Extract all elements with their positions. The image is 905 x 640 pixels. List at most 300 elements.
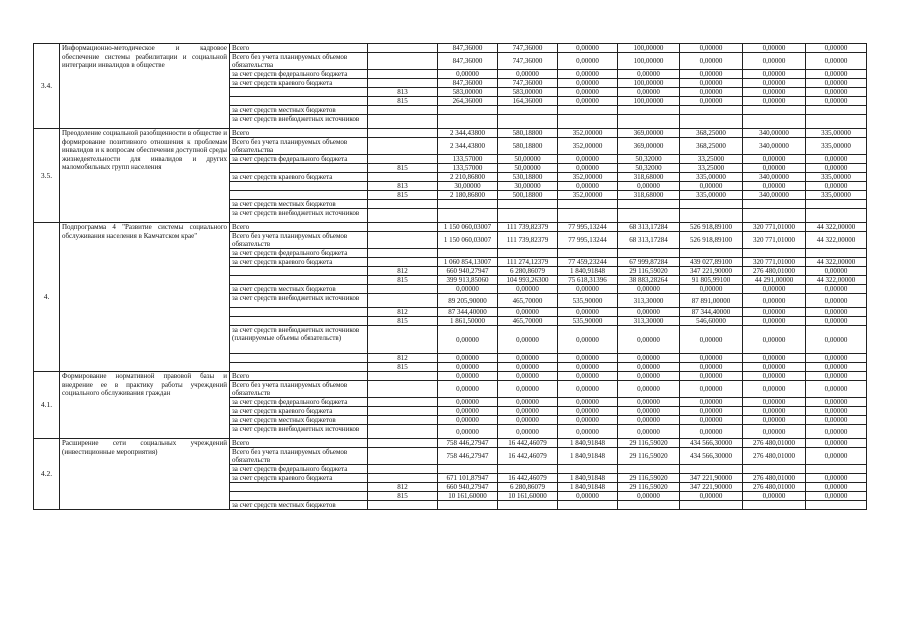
amount-cell: 847,36000	[438, 53, 498, 70]
budget-code	[368, 407, 438, 416]
budget-code	[368, 448, 438, 465]
amount-cell: 0,00000	[618, 308, 680, 317]
budget-code	[368, 474, 438, 483]
amount-cell: 0,00000	[558, 372, 618, 381]
budget-code	[368, 501, 438, 510]
funding-source	[230, 354, 368, 363]
amount-cell: 313,30000	[618, 294, 680, 308]
item-name: Подпрограмма 4 "Развитие системы социального обслуживания населения в Камчатском крае"	[60, 223, 230, 372]
amount-cell	[558, 465, 618, 474]
funding-source: Всего без учета планируемых объемов обязательств	[230, 381, 368, 398]
amount-cell: 340,00000	[743, 173, 806, 182]
amount-cell	[438, 209, 498, 223]
funding-source: Всего	[230, 372, 368, 381]
amount-cell: 0,00000	[806, 294, 867, 308]
amount-cell: 1 840,91848	[558, 474, 618, 483]
amount-cell: 29 116,59020	[618, 483, 680, 492]
budget-code	[368, 44, 438, 53]
amount-cell: 91 805,99100	[680, 276, 743, 285]
amount-cell	[558, 209, 618, 223]
amount-cell: 320 771,01000	[743, 223, 806, 232]
budget-code	[368, 115, 438, 129]
amount-cell: 276 480,01000	[743, 448, 806, 465]
funding-source	[230, 164, 368, 173]
budget-code	[368, 79, 438, 88]
amount-cell: 133,57000	[438, 164, 498, 173]
amount-cell: 0,00000	[498, 326, 558, 354]
amount-cell	[618, 249, 680, 258]
item-number: 4.	[34, 223, 60, 372]
amount-cell: 0,00000	[743, 70, 806, 79]
amount-cell: 758 446,27947	[438, 439, 498, 448]
budget-code	[368, 285, 438, 294]
amount-cell	[438, 501, 498, 510]
amount-cell: 580,18800	[498, 129, 558, 138]
budget-code	[368, 439, 438, 448]
budget-code	[368, 425, 438, 439]
budget-code	[368, 294, 438, 308]
amount-cell: 583,00000	[498, 88, 558, 97]
budget-code	[368, 381, 438, 398]
amount-cell: 0,00000	[558, 155, 618, 164]
amount-cell: 50,32000	[618, 164, 680, 173]
amount-cell: 340,00000	[743, 129, 806, 138]
amount-cell: 164,36000	[498, 97, 558, 106]
amount-cell	[438, 249, 498, 258]
amount-cell: 0,00000	[806, 492, 867, 501]
amount-cell	[806, 209, 867, 223]
amount-cell: 29 116,59020	[618, 267, 680, 276]
amount-cell: 0,00000	[438, 425, 498, 439]
amount-cell	[438, 200, 498, 209]
amount-cell: 0,00000	[558, 182, 618, 191]
amount-cell: 0,00000	[558, 70, 618, 79]
amount-cell: 0,00000	[680, 425, 743, 439]
amount-cell: 0,00000	[743, 492, 806, 501]
amount-cell: 0,00000	[806, 70, 867, 79]
amount-cell: 747,36000	[498, 79, 558, 88]
amount-cell	[680, 209, 743, 223]
amount-cell: 0,00000	[558, 407, 618, 416]
amount-cell: 1 150 060,03007	[438, 223, 498, 232]
amount-cell	[618, 501, 680, 510]
amount-cell: 44 291,00000	[743, 276, 806, 285]
funding-source: за счет средств краевого бюджета	[230, 258, 368, 267]
amount-cell: 347 221,90000	[680, 483, 743, 492]
amount-cell: 0,00000	[806, 53, 867, 70]
amount-cell: 347 221,90000	[680, 474, 743, 483]
amount-cell	[558, 106, 618, 115]
item-name: Формирование нормативной правовой базы и внедрение ее в практику работы учреждений социального обслуживания граждан	[60, 372, 230, 439]
amount-cell: 465,70000	[498, 294, 558, 308]
amount-cell: 0,00000	[680, 416, 743, 425]
amount-cell: 111 739,82379	[498, 232, 558, 249]
amount-cell: 0,00000	[743, 381, 806, 398]
amount-cell: 0,00000	[743, 416, 806, 425]
amount-cell: 0,00000	[806, 88, 867, 97]
amount-cell: 335,00000	[680, 173, 743, 182]
amount-cell: 1 150 060,03007	[438, 232, 498, 249]
budget-code: 813	[368, 88, 438, 97]
amount-cell: 352,00000	[558, 191, 618, 200]
amount-cell	[743, 501, 806, 510]
amount-cell: 0,00000	[558, 88, 618, 97]
amount-cell: 320 771,01000	[743, 232, 806, 249]
amount-cell: 0,00000	[743, 308, 806, 317]
amount-cell	[680, 249, 743, 258]
budget-code: 815	[368, 363, 438, 372]
amount-cell: 1 840,91848	[558, 483, 618, 492]
amount-cell: 0,00000	[743, 155, 806, 164]
budget-code: 815	[368, 164, 438, 173]
amount-cell: 0,00000	[806, 97, 867, 106]
amount-cell: 0,00000	[806, 182, 867, 191]
amount-cell: 0,00000	[806, 407, 867, 416]
amount-cell: 0,00000	[806, 439, 867, 448]
funding-source: за счет средств федерального бюджета	[230, 249, 368, 258]
amount-cell	[680, 115, 743, 129]
amount-cell: 0,00000	[743, 182, 806, 191]
amount-cell: 77 995,13244	[558, 232, 618, 249]
amount-cell: 0,00000	[438, 285, 498, 294]
amount-cell: 29 116,59020	[618, 474, 680, 483]
amount-cell: 16 442,46079	[498, 474, 558, 483]
amount-cell: 0,00000	[558, 164, 618, 173]
amount-cell	[743, 115, 806, 129]
amount-cell	[558, 249, 618, 258]
amount-cell: 0,00000	[498, 354, 558, 363]
amount-cell: 0,00000	[618, 372, 680, 381]
funding-source	[230, 492, 368, 501]
amount-cell: 0,00000	[680, 398, 743, 407]
amount-cell: 0,00000	[438, 363, 498, 372]
budget-code	[368, 326, 438, 354]
budget-code	[368, 155, 438, 164]
funding-source	[230, 317, 368, 326]
amount-cell	[806, 501, 867, 510]
amount-cell	[498, 200, 558, 209]
amount-cell: 0,00000	[618, 354, 680, 363]
amount-cell: 747,36000	[498, 44, 558, 53]
amount-cell: 335,00000	[806, 173, 867, 182]
amount-cell	[438, 106, 498, 115]
amount-cell: 1 060 854,13007	[438, 258, 498, 267]
amount-cell: 100,00000	[618, 79, 680, 88]
amount-cell: 368,25000	[680, 138, 743, 155]
amount-cell: 313,30000	[618, 317, 680, 326]
amount-cell: 0,00000	[743, 164, 806, 173]
funding-source: за счет средств краевого бюджета	[230, 474, 368, 483]
funding-source: за счет средств федерального бюджета	[230, 70, 368, 79]
amount-cell	[806, 106, 867, 115]
amount-cell	[438, 465, 498, 474]
amount-cell: 660 940,27947	[438, 483, 498, 492]
amount-cell: 100,00000	[618, 44, 680, 53]
funding-source: за счет средств федерального бюджета	[230, 398, 368, 407]
amount-cell	[618, 106, 680, 115]
amount-cell: 77 459,23244	[558, 258, 618, 267]
amount-cell: 44 322,00000	[806, 258, 867, 267]
amount-cell	[743, 106, 806, 115]
amount-cell: 0,00000	[806, 354, 867, 363]
funding-source: за счет средств местных бюджетов	[230, 501, 368, 510]
amount-cell: 0,00000	[618, 492, 680, 501]
amount-cell	[618, 200, 680, 209]
amount-cell: 0,00000	[680, 354, 743, 363]
amount-cell: 434 566,30000	[680, 439, 743, 448]
amount-cell: 0,00000	[806, 398, 867, 407]
amount-cell	[743, 209, 806, 223]
amount-cell: 335,00000	[806, 191, 867, 200]
amount-cell: 2 210,86800	[438, 173, 498, 182]
funding-source: за счет средств внебюджетных источников	[230, 209, 368, 223]
budget-code: 815	[368, 317, 438, 326]
amount-cell: 10 161,60000	[498, 492, 558, 501]
funding-source: Всего без учета планируемых объемов обязательства	[230, 53, 368, 70]
amount-cell: 0,00000	[806, 416, 867, 425]
amount-cell: 0,00000	[680, 381, 743, 398]
amount-cell: 352,00000	[558, 173, 618, 182]
amount-cell: 0,00000	[618, 425, 680, 439]
amount-cell	[498, 249, 558, 258]
amount-cell: 276 480,01000	[743, 439, 806, 448]
amount-cell	[498, 115, 558, 129]
amount-cell: 0,00000	[438, 416, 498, 425]
amount-cell: 0,00000	[438, 398, 498, 407]
amount-cell: 0,00000	[680, 70, 743, 79]
amount-cell: 0,00000	[618, 70, 680, 79]
amount-cell: 0,00000	[806, 483, 867, 492]
amount-cell: 0,00000	[558, 53, 618, 70]
amount-cell: 335,00000	[680, 191, 743, 200]
amount-cell: 75 618,31396	[558, 276, 618, 285]
amount-cell: 100,00000	[618, 53, 680, 70]
amount-cell: 0,00000	[558, 363, 618, 372]
funding-source	[230, 97, 368, 106]
amount-cell	[806, 465, 867, 474]
amount-cell: 399 913,85060	[438, 276, 498, 285]
table-row	[34, 44, 867, 53]
amount-cell: 352,00000	[558, 138, 618, 155]
amount-cell: 276 480,01000	[743, 483, 806, 492]
amount-cell: 0,00000	[498, 398, 558, 407]
amount-cell: 2 344,43800	[438, 129, 498, 138]
budget-code	[368, 249, 438, 258]
amount-cell: 0,00000	[680, 285, 743, 294]
amount-cell	[743, 249, 806, 258]
amount-cell: 0,00000	[558, 492, 618, 501]
budget-code: 812	[368, 354, 438, 363]
amount-cell: 0,00000	[438, 70, 498, 79]
amount-cell: 320 771,01000	[743, 258, 806, 267]
amount-cell: 847,36000	[438, 79, 498, 88]
amount-cell: 30,00000	[498, 182, 558, 191]
amount-cell: 0,00000	[498, 407, 558, 416]
amount-cell: 0,00000	[680, 53, 743, 70]
funding-source: за счет средств местных бюджетов	[230, 416, 368, 425]
amount-cell: 0,00000	[680, 79, 743, 88]
budget-code	[368, 398, 438, 407]
amount-cell: 276 480,01000	[743, 267, 806, 276]
amount-cell: 526 918,89100	[680, 232, 743, 249]
amount-cell: 0,00000	[558, 308, 618, 317]
amount-cell: 0,00000	[618, 407, 680, 416]
budget-code: 815	[368, 492, 438, 501]
amount-cell: 44 322,00000	[806, 276, 867, 285]
amount-cell	[498, 106, 558, 115]
funding-source: за счет средств федерального бюджета	[230, 155, 368, 164]
amount-cell: 0,00000	[438, 326, 498, 354]
amount-cell: 0,00000	[743, 372, 806, 381]
amount-cell: 535,90000	[558, 317, 618, 326]
amount-cell: 500,18800	[498, 191, 558, 200]
amount-cell: 758 446,27947	[438, 448, 498, 465]
amount-cell: 50,32000	[618, 155, 680, 164]
budget-code	[368, 209, 438, 223]
amount-cell: 0,00000	[806, 363, 867, 372]
amount-cell: 368,25000	[680, 129, 743, 138]
amount-cell: 0,00000	[618, 381, 680, 398]
amount-cell: 0,00000	[438, 407, 498, 416]
amount-cell: 30,00000	[438, 182, 498, 191]
amount-cell: 583,00000	[438, 88, 498, 97]
amount-cell: 1 861,50000	[438, 317, 498, 326]
funding-source: за счет средств внебюджетных источников (планируемые объемы обязательств)	[230, 326, 368, 354]
item-number: 3.5.	[34, 129, 60, 223]
amount-cell: 347 221,90000	[680, 267, 743, 276]
amount-cell: 335,00000	[806, 129, 867, 138]
amount-cell: 0,00000	[558, 416, 618, 425]
funding-source: Всего без учета планируемых объемов обязательств	[230, 448, 368, 465]
budget-code	[368, 200, 438, 209]
table-row	[34, 223, 867, 232]
amount-cell: 2 180,86800	[438, 191, 498, 200]
amount-cell: 0,00000	[618, 363, 680, 372]
amount-cell: 0,00000	[743, 294, 806, 308]
amount-cell: 2 344,43800	[438, 138, 498, 155]
amount-cell: 369,00000	[618, 138, 680, 155]
amount-cell: 0,00000	[438, 372, 498, 381]
amount-cell: 0,00000	[806, 79, 867, 88]
amount-cell: 352,00000	[558, 129, 618, 138]
amount-cell: 50,00000	[498, 164, 558, 173]
amount-cell: 530,18800	[498, 173, 558, 182]
budget-code	[368, 53, 438, 70]
amount-cell: 0,00000	[806, 425, 867, 439]
amount-cell	[680, 465, 743, 474]
amount-cell: 0,00000	[743, 317, 806, 326]
amount-cell: 0,00000	[743, 53, 806, 70]
amount-cell: 0,00000	[618, 326, 680, 354]
budget-table-page	[33, 43, 866, 510]
amount-cell: 335,00000	[806, 138, 867, 155]
amount-cell	[498, 209, 558, 223]
funding-source	[230, 363, 368, 372]
amount-cell: 33,25000	[680, 164, 743, 173]
amount-cell: 340,00000	[743, 138, 806, 155]
amount-cell: 0,00000	[558, 354, 618, 363]
amount-cell: 50,00000	[498, 155, 558, 164]
budget-code: 815	[368, 276, 438, 285]
budget-code: 812	[368, 267, 438, 276]
amount-cell: 68 313,17284	[618, 223, 680, 232]
amount-cell: 0,00000	[558, 381, 618, 398]
amount-cell	[743, 465, 806, 474]
amount-cell: 0,00000	[498, 363, 558, 372]
amount-cell: 1 840,91848	[558, 267, 618, 276]
amount-cell: 0,00000	[558, 97, 618, 106]
amount-cell: 0,00000	[743, 97, 806, 106]
amount-cell	[618, 465, 680, 474]
amount-cell: 318,68000	[618, 191, 680, 200]
amount-cell: 33,25000	[680, 155, 743, 164]
amount-cell: 89 205,90000	[438, 294, 498, 308]
amount-cell: 0,00000	[743, 79, 806, 88]
amount-cell: 0,00000	[558, 285, 618, 294]
funding-source: Всего	[230, 129, 368, 138]
amount-cell: 0,00000	[498, 425, 558, 439]
amount-cell: 0,00000	[743, 363, 806, 372]
amount-cell: 0,00000	[618, 182, 680, 191]
amount-cell: 747,36000	[498, 53, 558, 70]
item-name: Информационно-методическое и кадровое обеспечение системы реабилитации и социальной интеграции инвалидов в обществе	[60, 44, 230, 129]
amount-cell: 0,00000	[680, 97, 743, 106]
amount-cell: 276 480,01000	[743, 474, 806, 483]
amount-cell: 1 840,91848	[558, 448, 618, 465]
amount-cell	[558, 115, 618, 129]
item-number: 3.4.	[34, 44, 60, 129]
amount-cell: 0,00000	[743, 354, 806, 363]
budget-code	[368, 232, 438, 249]
amount-cell: 580,18800	[498, 138, 558, 155]
funding-source	[230, 276, 368, 285]
amount-cell	[558, 200, 618, 209]
funding-source: за счет средств местных бюджетов	[230, 106, 368, 115]
budget-table-body	[34, 44, 867, 510]
funding-source: за счет средств краевого бюджета	[230, 79, 368, 88]
funding-source	[230, 483, 368, 492]
amount-cell: 0,00000	[680, 363, 743, 372]
amount-cell	[680, 200, 743, 209]
amount-cell: 0,00000	[806, 164, 867, 173]
amount-cell: 0,00000	[806, 267, 867, 276]
amount-cell: 546,60000	[680, 317, 743, 326]
funding-source: Всего	[230, 223, 368, 232]
budget-code	[368, 138, 438, 155]
amount-cell: 0,00000	[438, 381, 498, 398]
budget-code	[368, 372, 438, 381]
amount-cell: 16 442,46079	[498, 439, 558, 448]
amount-cell: 1 840,91848	[558, 439, 618, 448]
funding-source: за счет средств внебюджетных источников	[230, 425, 368, 439]
funding-source: за счет средств краевого бюджета	[230, 173, 368, 182]
amount-cell: 318,68000	[618, 173, 680, 182]
amount-cell: 0,00000	[618, 88, 680, 97]
amount-cell: 0,00000	[806, 381, 867, 398]
amount-cell: 0,00000	[806, 474, 867, 483]
funding-source	[230, 191, 368, 200]
amount-cell: 29 116,59020	[618, 448, 680, 465]
funding-source	[230, 182, 368, 191]
funding-source: за счет средств краевого бюджета	[230, 407, 368, 416]
amount-cell: 0,00000	[806, 155, 867, 164]
amount-cell: 0,00000	[743, 44, 806, 53]
amount-cell: 0,00000	[618, 398, 680, 407]
amount-cell: 0,00000	[680, 44, 743, 53]
budget-code: 815	[368, 191, 438, 200]
funding-source: за счет средств внебюджетных источников	[230, 294, 368, 308]
amount-cell: 29 116,59020	[618, 439, 680, 448]
